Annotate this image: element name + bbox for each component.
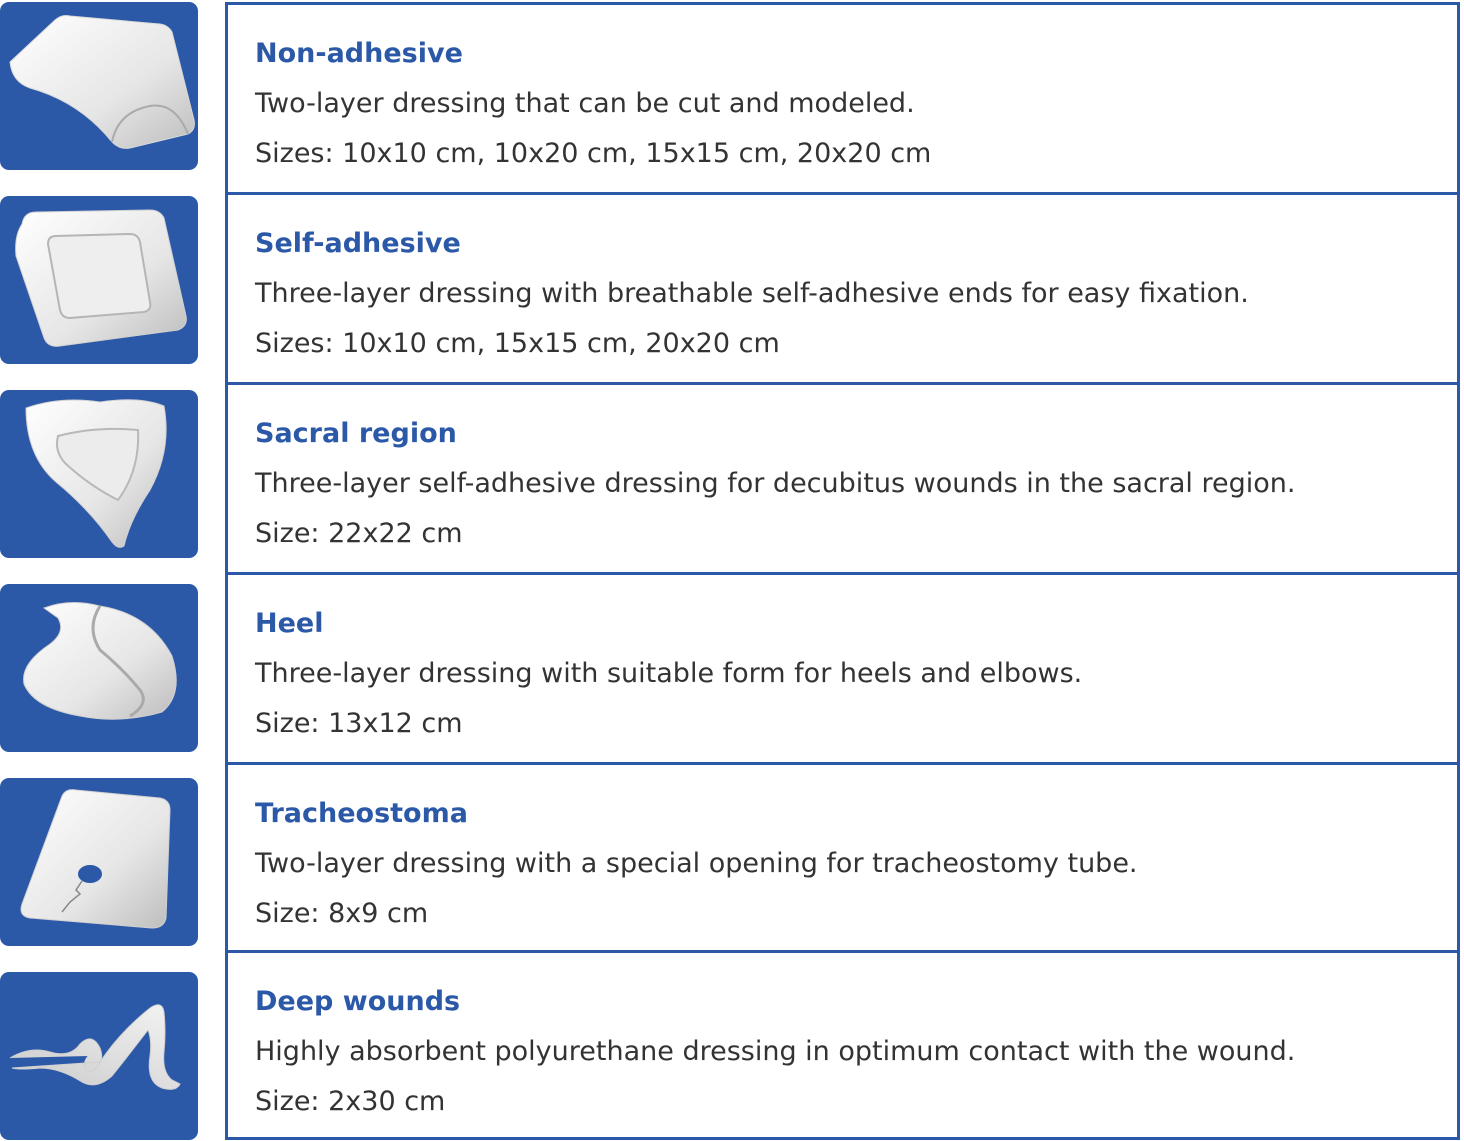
product-card-sacral-region xyxy=(225,382,1460,572)
sacral-dressing-icon xyxy=(0,390,198,558)
product-title: Non-adhesive xyxy=(255,38,463,69)
product-card-non-adhesive xyxy=(225,2,1460,192)
product-description: Three-layer self-adhesive dressing for decubitus wounds in the sacral region. xyxy=(255,468,1296,499)
self-adhesive-dressing-icon xyxy=(0,196,198,364)
product-title: Sacral region xyxy=(255,418,457,449)
product-card-deep-wounds xyxy=(225,950,1460,1140)
product-card-tracheostoma xyxy=(225,762,1460,950)
product-card-self-adhesive xyxy=(225,192,1460,382)
product-description: Three-layer dressing with breathable self-adhesive ends for easy fixation. xyxy=(255,278,1249,309)
product-description: Two-layer dressing with a special opening for tracheostomy tube. xyxy=(255,848,1138,879)
product-description: Two-layer dressing that can be cut and modeled. xyxy=(255,88,915,119)
product-sizes: Size: 13x12 cm xyxy=(255,708,463,739)
product-sizes: Sizes: 10x10 cm, 10x20 cm, 15x15 cm, 20x20 cm xyxy=(255,138,932,169)
tracheostoma-dressing-icon xyxy=(0,778,198,946)
heel-dressing-icon xyxy=(0,584,198,752)
product-title: Heel xyxy=(255,608,324,639)
product-title: Tracheostoma xyxy=(255,798,468,829)
product-description: Three-layer dressing with suitable form for heels and elbows. xyxy=(255,658,1083,689)
product-card-heel xyxy=(225,572,1460,762)
product-sizes: Size: 8x9 cm xyxy=(255,898,429,929)
product-sizes: Size: 22x22 cm xyxy=(255,518,463,549)
deep-wound-dressing-icon xyxy=(0,972,198,1140)
non-adhesive-dressing-icon xyxy=(0,2,198,170)
product-sizes: Sizes: 10x10 cm, 15x15 cm, 20x20 cm xyxy=(255,328,780,359)
product-description: Highly absorbent polyurethane dressing in optimum contact with the wound. xyxy=(255,1036,1296,1067)
product-sizes: Size: 2x30 cm xyxy=(255,1086,446,1117)
product-title: Deep wounds xyxy=(255,986,461,1017)
product-title: Self-adhesive xyxy=(255,228,461,259)
